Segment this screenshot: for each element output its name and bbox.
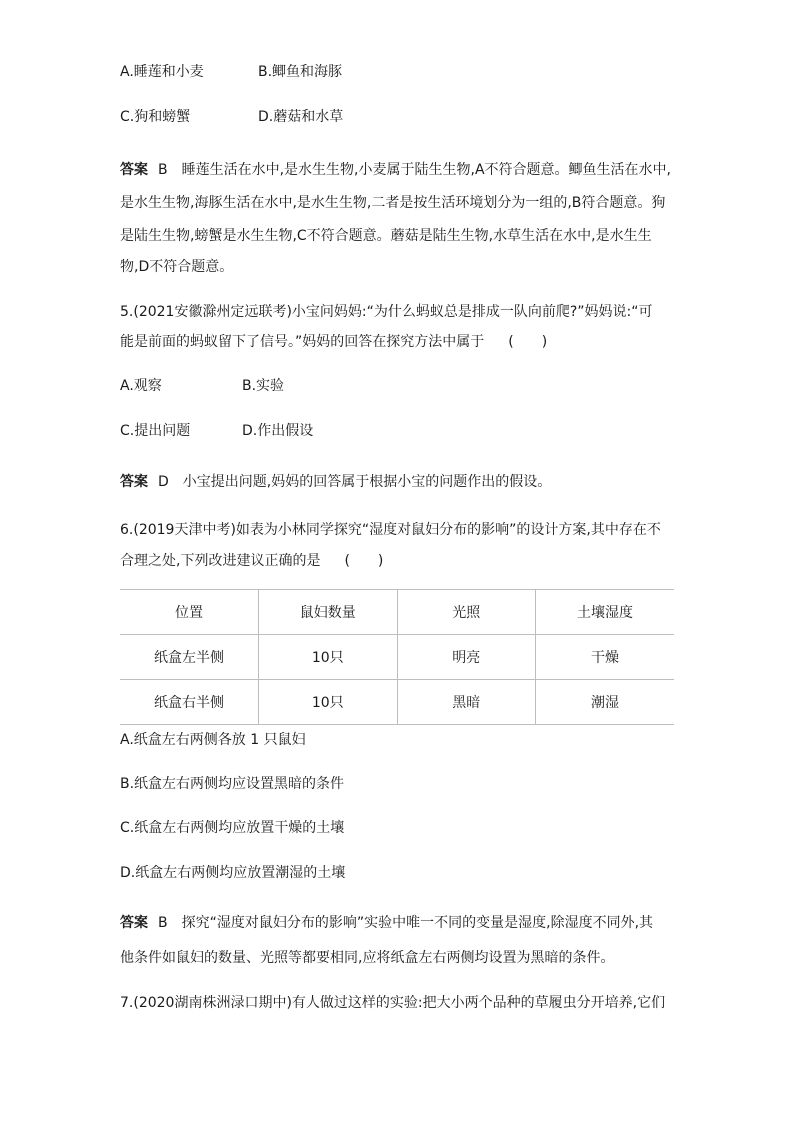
q5-explanation: 小宝提出问题,妈妈的回答属于根据小宝的问题作出的假设。 bbox=[182, 474, 552, 490]
q6-option-a[interactable]: A.纸盒左右两侧各放 1 只鼠妇 bbox=[120, 732, 306, 748]
answer-letter: B bbox=[158, 162, 168, 178]
table-header-cell: 位置 bbox=[120, 590, 259, 635]
answer-label: 答案 bbox=[120, 162, 148, 178]
q6-explanation-1: 探究“湿度对鼠妇分布的影响”实验中唯一不同的变量是湿度,除湿度不同外,其 bbox=[181, 915, 654, 931]
table-cell: 10只 bbox=[259, 635, 398, 680]
q6-option-d[interactable]: D.纸盒左右两侧均应放置潮湿的土壤 bbox=[120, 865, 346, 881]
q5-option-a[interactable]: A.观察 bbox=[120, 378, 162, 394]
q5-stem-line-1: 5.(2021安徽滁州定远联考)小宝问妈妈:“为什么蚂蚁总是排成一队向前爬?”妈妈说:“可 bbox=[120, 304, 653, 320]
table-cell: 纸盒左半侧 bbox=[120, 635, 259, 680]
q4-explanation-2: 是水生生物,海豚生活在水中,是水生生物,二者是按生活环境划分为一组的,B符合题意。狗 bbox=[120, 195, 666, 211]
answer-label: 答案 bbox=[120, 474, 148, 490]
q6-stem-line-1: 6.(2019天津中考)如表为小林同学探究“湿度对鼠妇分布的影响”的设计方案,其中存在不 bbox=[120, 522, 661, 538]
q6-answer-blank: ( ) bbox=[344, 553, 384, 569]
table-cell: 干燥 bbox=[536, 635, 675, 680]
q4-option-c[interactable]: C.狗和螃蟹 bbox=[120, 109, 191, 125]
q5-stem-text: 能是前面的蚂蚁留下了信号。”妈妈的回答在探究方法中属于 bbox=[120, 334, 485, 350]
q5-option-d[interactable]: D.作出假设 bbox=[242, 423, 314, 439]
table-cell: 10只 bbox=[259, 680, 398, 725]
q6-answer-line-1 bbox=[120, 913, 653, 933]
table-header-cell: 土壤湿度 bbox=[536, 590, 675, 635]
table-header-cell: 光照 bbox=[397, 590, 536, 635]
table-row bbox=[120, 635, 674, 680]
table-cell: 明亮 bbox=[397, 635, 536, 680]
q6-explanation-2: 他条件如鼠妇的数量、光照等都要相同,应将纸盒左右两侧均设置为黑暗的条件。 bbox=[120, 950, 615, 966]
q5-answer-line bbox=[120, 472, 551, 492]
q4-option-d[interactable]: D.蘑菇和水草 bbox=[258, 109, 344, 125]
q6-stem-text: 合理之处,下列改进建议正确的是 bbox=[120, 553, 321, 569]
q4-option-a[interactable]: A.睡莲和小麦 bbox=[120, 64, 204, 80]
q6-stem-line-2 bbox=[120, 551, 383, 571]
answer-label: 答案 bbox=[120, 915, 148, 931]
q4-explanation-3: 是陆生生物,螃蟹是水生生物,C不符合题意。蘑菇是陆生生物,水草生活在水中,是水生生 bbox=[120, 228, 652, 244]
q5-option-b[interactable]: B.实验 bbox=[242, 378, 285, 394]
q5-answer-blank: ( ) bbox=[508, 334, 548, 350]
experiment-table bbox=[120, 589, 674, 725]
answer-letter: B bbox=[158, 915, 168, 931]
table-header-row bbox=[120, 590, 674, 635]
q6-option-c[interactable]: C.纸盒左右两侧均应放置干燥的土壤 bbox=[120, 820, 345, 836]
table-cell: 纸盒右半侧 bbox=[120, 680, 259, 725]
q7-stem-line-1: 7.(2020湖南株洲渌口期中)有人做过这样的实验:把大小两个品种的草履虫分开培养,它们 bbox=[120, 995, 666, 1011]
q4-option-b[interactable]: B.鲫鱼和海豚 bbox=[258, 64, 343, 80]
q5-stem-line-2 bbox=[120, 332, 547, 352]
q4-answer-line-1 bbox=[120, 160, 671, 180]
table-cell: 潮湿 bbox=[536, 680, 675, 725]
q5-option-c[interactable]: C.提出问题 bbox=[120, 423, 191, 439]
q6-option-b[interactable]: B.纸盒左右两侧均应设置黑暗的条件 bbox=[120, 776, 345, 792]
q4-explanation-1: 睡莲生活在水中,是水生生物,小麦属于陆生生物,A不符合题意。鲫鱼生活在水中, bbox=[181, 162, 671, 178]
table-header-cell: 鼠妇数量 bbox=[259, 590, 398, 635]
q4-explanation-4: 物,D不符合题意。 bbox=[120, 259, 234, 275]
answer-letter: D bbox=[158, 474, 169, 490]
table-cell: 黑暗 bbox=[397, 680, 536, 725]
table-row bbox=[120, 680, 674, 725]
